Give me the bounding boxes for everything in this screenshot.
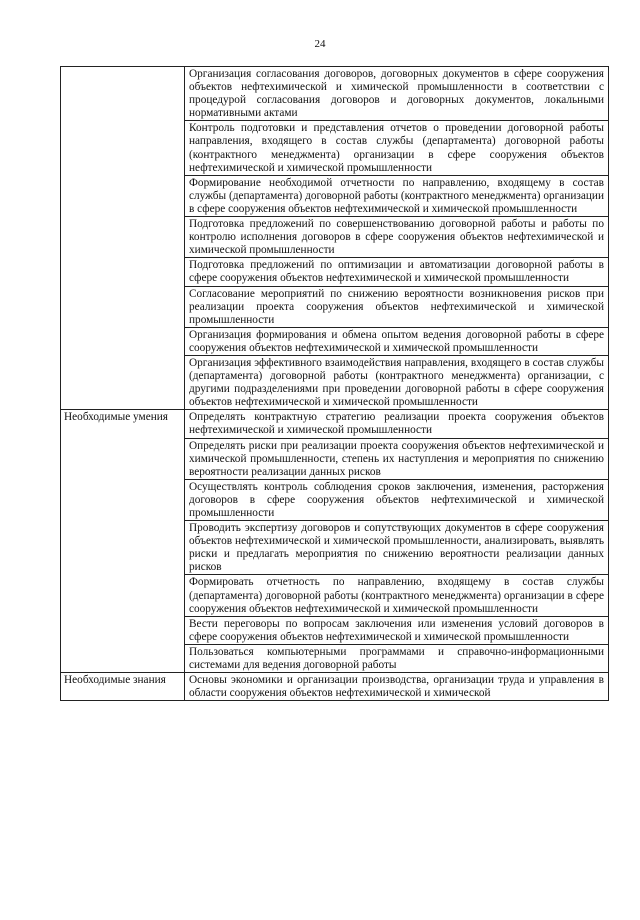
table-cell-item: Проводить экспертизу договоров и сопутствующих документов в сфере сооружения объектов нефтехимической и химической промышленности, анализировать, выявлять риски и предлагать мероприятия по снижению вероятности реализации данных рисков xyxy=(185,521,609,575)
table-cell-item: Определять риски при реализации проекта сооружения объектов нефтехимической и химической промышленности, степень их наступления и мероприятия по снижению вероятности реализации данных рисков xyxy=(185,438,609,479)
row-group-label: Необходимые знания xyxy=(61,673,185,701)
table-cell-item: Организация согласования договоров, договорных документов в сфере сооружения объектов нефтехимической и химической промышленности в соответствии с процедурой согласования договоров и договорных документов, локальными нормативными актами xyxy=(185,67,609,121)
table-cell-item: Вести переговоры по вопросам заключения или изменения условий договоров в сфере сооружения объектов нефтехимической и химической промышленности xyxy=(185,616,609,644)
row-group-label xyxy=(61,67,185,410)
table-cell-item: Подготовка предложений по оптимизации и автоматизации договорной работы в сфере сооружения объектов нефтехимической и химической промышленности xyxy=(185,258,609,286)
table-cell-item: Основы экономики и организации производства, организации труда и управления в области сооружения объектов нефтехимической и химической xyxy=(185,673,609,701)
requirements-table xyxy=(60,66,609,701)
table-cell-item: Контроль подготовки и представления отчетов о проведении договорной работы направления, входящего в состав службы (департамента) договорной работы (контрактного менеджмента) организации в сфере сооружения объектов нефтехимической и химической промышленности xyxy=(185,121,609,175)
table-row xyxy=(61,673,609,701)
table-cell-item: Организация формирования и обмена опытом ведения договорной работы в сфере сооружения объектов нефтехимической и химической промышленности xyxy=(185,327,609,355)
table-cell-item: Подготовка предложений по совершенствованию договорной работы и работы по контролю исполнения договоров в сфере сооружения объектов нефтехимической и химической промышленности xyxy=(185,217,609,258)
table-cell-item: Определять контрактную стратегию реализации проекта сооружения объектов нефтехимической и химической промышленности xyxy=(185,410,609,438)
table-cell-item: Пользоваться компьютерными программами и справочно-информационными системами для ведения договорной работы xyxy=(185,644,609,672)
table-cell-item: Осуществлять контроль соблюдения сроков заключения, изменения, расторжения договоров в сфере сооружения объектов нефтехимической и химической промышленности xyxy=(185,479,609,520)
table-row xyxy=(61,67,609,121)
row-group-label: Необходимые умения xyxy=(61,410,185,673)
table-cell-item: Организация эффективного взаимодействия направления, входящего в состав службы (департамента) договорной работы (контрактного менеджмента) организации, с другими подразделениями при проведении договорной работы в сфере сооружения объектов нефтехимической и химической промышленности xyxy=(185,355,609,409)
table-cell-item: Формирование необходимой отчетности по направлению, входящему в состав службы (департамента) договорной работы (контрактного менеджмента) организации в сфере сооружения объектов нефтехимической и химической промышленности xyxy=(185,175,609,216)
table-cell-item: Согласование мероприятий по снижению вероятности возникновения рисков при реализации проекта сооружения объектов нефтехимической и химической промышленности xyxy=(185,286,609,327)
page-number: 24 xyxy=(314,38,326,50)
requirements-table-body xyxy=(61,67,609,701)
table-row xyxy=(61,410,609,438)
table-cell-item: Формировать отчетность по направлению, входящему в состав службы (департамента) договорной работы (контрактного менеджмента) организации в сфере сооружения объектов нефтехимической и химической промышленности xyxy=(185,575,609,616)
